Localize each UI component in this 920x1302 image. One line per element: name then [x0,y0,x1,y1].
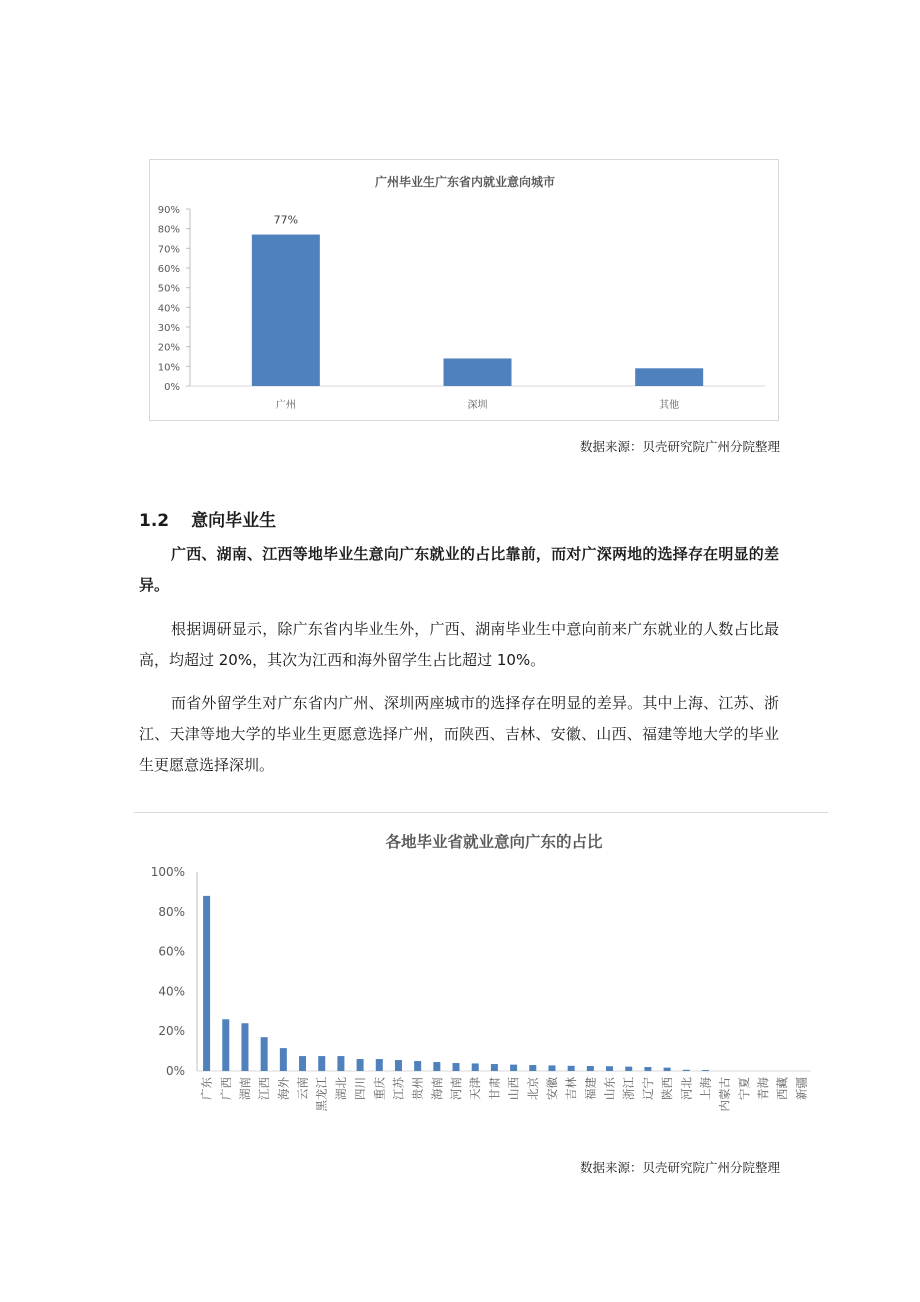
x-tick-label: 海外 [276,1077,291,1100]
bar [252,235,320,386]
section-number: 1.2 [139,511,170,531]
x-tick-label: 重庆 [372,1077,387,1100]
x-tick-label: 江西 [257,1077,272,1100]
bold-summary-paragraph: 广西、湖南、江西等地毕业生意向广东就业的占比靠前，而对广深两地的选择存在明显的差异。 [139,545,779,594]
body-paragraph-2: 而省外留学生对广东省内广州、深圳两座城市的选择存在明显的差异。其中上海、江苏、浙江、天津等地大学的毕业生更愿意选择广州，而陕西、吉林、安徽、山西、福建等地大学的毕业生更愿意选择深圳。 [139,694,779,774]
bar [395,1060,402,1071]
y-tick-label: 60% [158,944,185,959]
bar [529,1065,536,1071]
x-tick-label: 辽宁 [640,1077,655,1100]
y-tick-label: 90% [157,205,180,216]
bar [587,1066,594,1071]
bar [683,1070,690,1071]
y-tick-label: 70% [157,244,180,256]
bar [606,1066,613,1071]
bar [453,1063,460,1071]
y-tick-label: 80% [158,904,185,919]
y-tick-label: 40% [157,303,180,315]
y-tick-label: 40% [158,984,185,999]
bar [299,1056,306,1071]
x-tick-label: 内蒙古 [717,1077,732,1112]
x-tick-label: 湖南 [237,1077,252,1100]
x-tick-label: 广东 [199,1077,214,1100]
x-tick-label: 河南 [449,1077,464,1100]
y-tick-label: 100% [150,865,185,879]
chart-provinces-guangdong-intention [134,812,828,1132]
bar [261,1037,268,1071]
x-tick-label: 广西 [218,1077,233,1100]
section-heading [139,506,276,531]
x-tick-label: 天津 [468,1077,483,1100]
bar [702,1070,709,1071]
x-tick-label: 河北 [679,1077,694,1100]
bar [625,1067,632,1071]
chart-2-source: 数据来源：贝壳研究院广州分院整理 [579,1160,780,1175]
x-tick-label: 贵州 [410,1077,425,1100]
chart-1-svg [150,160,780,422]
bar [222,1019,229,1071]
chart-guangzhou-city-intention [149,159,779,421]
bar [644,1067,651,1071]
y-tick-label: 0% [165,1064,185,1078]
x-tick-label: 湖北 [333,1077,348,1100]
chart-1-title: 广州毕业生广东省内就业意向城市 [374,175,556,189]
y-tick-label: 60% [157,264,180,275]
bar [414,1061,421,1071]
bar [376,1059,383,1071]
bar [568,1066,575,1071]
bar [444,358,512,386]
x-tick-label: 吉林 [564,1077,579,1100]
x-tick-label: 新疆 [794,1077,809,1100]
x-tick-label: 海南 [429,1077,444,1100]
x-tick-label: 深圳 [467,400,488,411]
y-tick-label: 80% [157,224,180,236]
x-tick-label: 甘肃 [487,1077,502,1100]
bar [280,1048,287,1071]
x-tick-label: 江苏 [391,1077,406,1100]
x-tick-label: 安徽 [544,1077,559,1100]
bar [548,1065,555,1071]
y-tick-label: 0% [164,382,180,393]
section-title: 意向毕业生 [191,511,277,531]
x-tick-label: 四川 [353,1077,368,1100]
y-tick-label: 20% [157,342,180,354]
x-tick-label: 宁夏 [736,1077,751,1100]
x-tick-label: 浙江 [621,1077,636,1100]
bar [241,1023,248,1071]
y-tick-label: 20% [158,1024,185,1039]
body-paragraph-1: 根据调研显示，除广东省内毕业生外，广西、湖南毕业生中意向前来广东就业的人数占比最高，均超过 20%，其次为江西和海外留学生占比超过 10%。 [139,620,779,669]
bar [491,1064,498,1071]
x-tick-label: 山西 [506,1077,521,1100]
bar [357,1059,364,1071]
chart-2-title: 各地毕业省就业意向广东的占比 [385,833,603,851]
bar [318,1056,325,1071]
bar [337,1056,344,1071]
x-tick-label: 山东 [602,1077,617,1100]
bar [203,896,210,1071]
x-tick-label: 西藏 [775,1077,790,1100]
x-tick-label: 北京 [525,1077,540,1100]
bar [472,1063,479,1071]
chart-1-source: 数据来源：贝壳研究院广州分院整理 [579,439,780,454]
x-tick-label: 其他 [659,400,680,411]
bar [433,1062,440,1071]
y-tick-label: 30% [157,323,180,334]
x-tick-label: 上海 [698,1077,713,1100]
y-tick-label: 10% [157,362,180,374]
y-tick-label: 50% [157,283,180,295]
bar [510,1065,517,1071]
bar [635,368,703,386]
x-tick-label: 陕西 [660,1077,675,1100]
x-tick-label: 黑龙江 [314,1077,329,1112]
data-label: 77% [273,213,299,227]
chart-2-svg [134,813,828,1133]
x-tick-label: 广州 [275,400,296,411]
bar [664,1068,671,1071]
x-tick-label: 青海 [756,1077,771,1100]
x-tick-label: 云南 [295,1077,310,1100]
x-tick-label: 福建 [583,1077,598,1100]
